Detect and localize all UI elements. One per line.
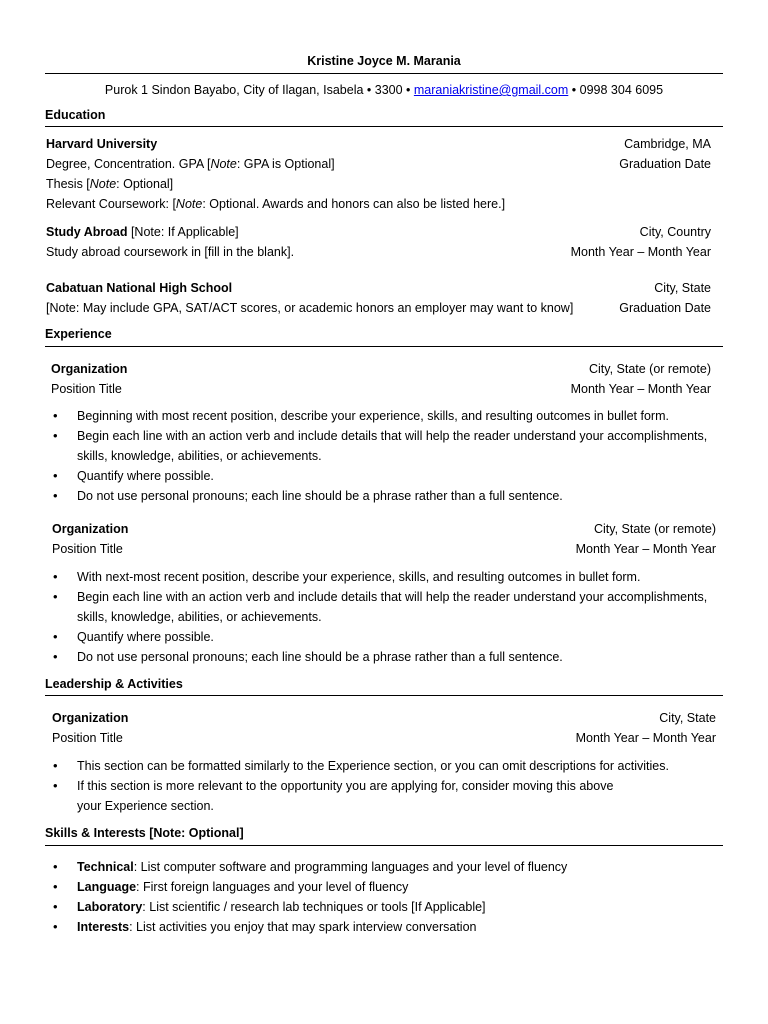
email-link[interactable]: maraniakristine@gmail.com [413, 83, 569, 97]
job-1-location: City, State (or remote) [588, 362, 711, 376]
section-title-skills: Skills & Interests [Note: Optional] [45, 826, 244, 840]
list-item: • This section can be formatted similarly to the Experience section, or you can omit descriptions for activities. [45, 756, 725, 776]
job-1-position-row [51, 379, 711, 399]
list-item: • Do not use personal pronouns; each line should be a phrase rather than a full sentence. [45, 647, 725, 667]
leadership-org: Organization [52, 711, 129, 725]
job-1-org-row [51, 359, 711, 379]
header-divider [45, 73, 723, 74]
leadership-dates: Month Year – Month Year [575, 731, 716, 745]
leadership-org-row [52, 708, 716, 728]
study-abroad-dates: Month Year – Month Year [570, 245, 711, 259]
candidate-name: Kristine Joyce M. Marania [307, 54, 461, 68]
education-divider [45, 126, 723, 127]
study-abroad-desc: Study abroad coursework in [fill in the blank]. [46, 245, 295, 259]
coursework-row [46, 194, 711, 214]
job-1-org: Organization [51, 362, 128, 376]
job-1-bullets [45, 406, 725, 506]
list-item: • Do not use personal pronouns; each line should be a phrase rather than a full sentence. [45, 486, 725, 506]
thesis-row [46, 174, 711, 194]
list-item: • Technical: List computer software and programming languages and your level of fluency [45, 857, 725, 877]
leadership-divider [45, 695, 723, 696]
skills-divider [45, 845, 723, 846]
list-item: • Interests: List activities you enjoy that may spark interview conversation [45, 917, 725, 937]
job-2-dates: Month Year – Month Year [575, 542, 716, 556]
skills-bullets [45, 857, 725, 937]
school-location: Cambridge, MA [624, 137, 711, 151]
job-1-dates: Month Year – Month Year [570, 382, 711, 396]
highschool-desc: [Note: May include GPA, SAT/ACT scores, or academic honors an employer may want to know] [46, 301, 574, 315]
degree-row [46, 154, 711, 174]
job-2-bullets [45, 567, 725, 667]
study-abroad-desc-row [46, 242, 711, 262]
list-item: • With next-most recent position, describe your experience, skills, and resulting outcomes in bullet form. [45, 567, 725, 587]
highschool-row [46, 278, 711, 298]
section-title-education: Education [45, 108, 106, 122]
list-item: • Quantify where possible. [45, 466, 725, 486]
highschool-graduation: Graduation Date [619, 301, 711, 315]
highschool-name: Cabatuan National High School [46, 281, 233, 295]
section-title-leadership: Leadership & Activities [45, 677, 183, 691]
leadership-bullets [45, 756, 725, 816]
list-item: • Beginning with most recent position, describe your experience, skills, and resulting outcomes in bullet form. [45, 406, 725, 426]
school-name: Harvard University [46, 137, 158, 151]
list-item: • Language: First foreign languages and your level of fluency [45, 877, 725, 897]
job-2-position-row [52, 539, 716, 559]
thesis-text: Thesis [Note: Optional] [46, 177, 174, 191]
study-abroad-location: City, Country [639, 225, 711, 239]
study-abroad-label: Study Abroad [Note: If Applicable] [46, 225, 239, 239]
list-item: • Begin each line with an action verb and include details that will help the reader understand your accomplishments, skills, knowledge, abilities, or achievements. [45, 587, 725, 627]
leadership-position-row [52, 728, 716, 748]
list-item: • If this section is more relevant to the opportunity you are applying for, consider moving this above your Experience section. [45, 776, 725, 816]
job-1-position: Position Title [51, 382, 122, 396]
graduation-date: Graduation Date [619, 157, 711, 171]
coursework-text: Relevant Coursework: [Note: Optional. Awards and honors can also be listed here.] [46, 197, 506, 211]
leadership-position: Position Title [52, 731, 123, 745]
section-title-experience: Experience [45, 327, 112, 341]
list-item: • Begin each line with an action verb and include details that will help the reader understand your accomplishments, skills, knowledge, abilities, or achievements. [45, 426, 725, 466]
degree-text: Degree, Concentration. GPA [Note: GPA is Optional] [46, 157, 335, 171]
job-2-location: City, State (or remote) [593, 522, 716, 536]
job-2-position: Position Title [52, 542, 123, 556]
leadership-location: City, State [659, 711, 716, 725]
job-2-org: Organization [52, 522, 129, 536]
address-text: Purok 1 Sindon Bayabo, City of Ilagan, Isabela • 3300 • [104, 83, 411, 97]
highschool-desc-row [46, 298, 711, 318]
list-item: • Quantify where possible. [45, 627, 725, 647]
study-abroad-row [46, 222, 711, 242]
list-item: • Laboratory: List scientific / research lab techniques or tools [If Applicable] [45, 897, 725, 917]
harvard-row [46, 134, 711, 154]
job-2-org-row [52, 519, 716, 539]
contact-line [0, 83, 768, 97]
experience-divider [45, 346, 723, 347]
phone-text: • 0998 304 6095 [571, 83, 664, 97]
highschool-location: City, State [654, 281, 711, 295]
